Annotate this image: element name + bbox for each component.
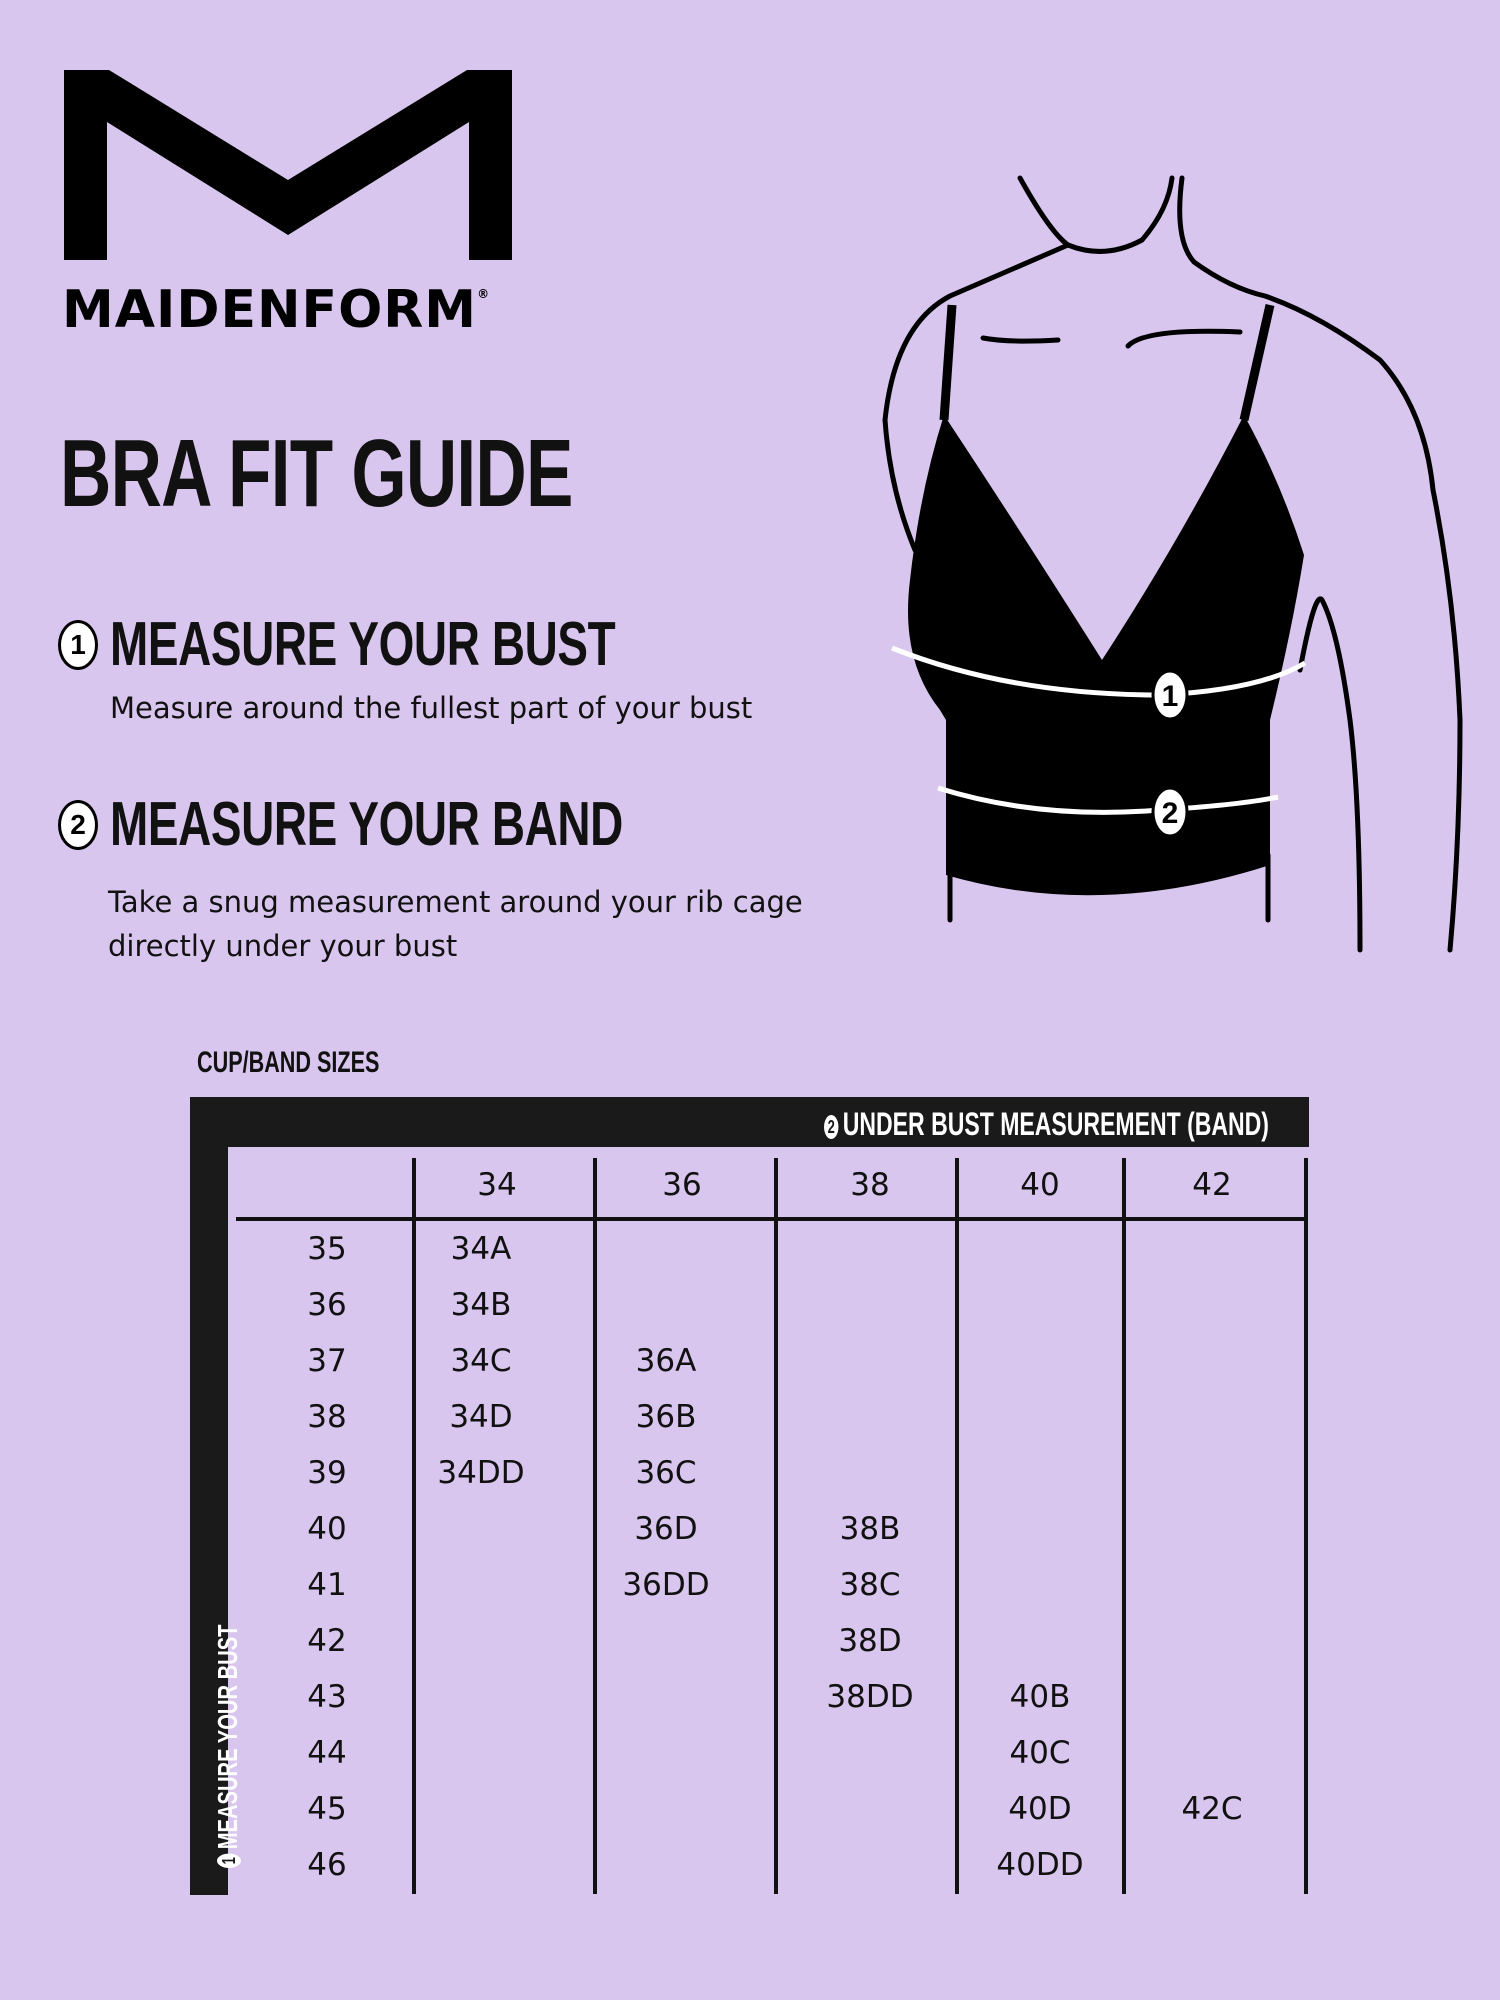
size-cell: 36A — [635, 1343, 697, 1379]
brand-name: MAIDENFORM® — [62, 280, 491, 340]
row-label: 42 — [307, 1623, 347, 1659]
size-cell: 34D — [449, 1399, 513, 1435]
column-header: 34 — [477, 1167, 517, 1203]
size-cell: 36DD — [622, 1567, 710, 1603]
band-header-number: 2 — [824, 1115, 838, 1139]
band-header-label: 2 UNDER BUST MEASUREMENT (BAND) — [824, 1106, 1269, 1143]
step-2-heading: MEASURE YOUR BAND — [110, 790, 623, 859]
row-label: 44 — [307, 1735, 347, 1771]
column-header: 42 — [1192, 1167, 1232, 1203]
size-cell: 42C — [1181, 1791, 1243, 1827]
row-label: 41 — [307, 1567, 347, 1603]
step-1-badge: 1 — [58, 620, 98, 670]
size-cell: 34A — [450, 1231, 512, 1267]
bust-header-number: 1 — [217, 1854, 241, 1868]
size-cell: 40B — [1009, 1679, 1071, 1715]
size-cell: 40C — [1009, 1735, 1071, 1771]
size-cell: 36D — [634, 1511, 698, 1547]
step-2-badge: 2 — [58, 800, 98, 850]
step-2-text-line-1: Take a snug measurement around your rib cage — [108, 885, 803, 919]
row-label: 46 — [307, 1847, 347, 1883]
size-cell: 34C — [450, 1343, 512, 1379]
column-header: 36 — [662, 1167, 702, 1203]
size-cell: 36B — [635, 1399, 697, 1435]
column-header: 38 — [850, 1167, 890, 1203]
size-cell: 38DD — [826, 1679, 914, 1715]
size-cell: 38D — [838, 1623, 902, 1659]
row-label: 36 — [307, 1287, 347, 1323]
step-1-text: Measure around the fullest part of your bust — [110, 691, 753, 725]
row-label: 37 — [307, 1343, 347, 1379]
size-cell: 34B — [450, 1287, 512, 1323]
step-1-heading: MEASURE YOUR BUST — [110, 610, 616, 679]
marker-1-label: 1 — [1161, 680, 1179, 713]
bust-header-label: 1MEASURE YOUR BUST — [212, 1625, 244, 1868]
column-header: 40 — [1020, 1167, 1060, 1203]
size-cell: 40DD — [996, 1847, 1084, 1883]
row-label: 40 — [307, 1511, 347, 1547]
marker-2-label: 2 — [1161, 797, 1179, 830]
row-label: 35 — [307, 1231, 347, 1267]
row-label: 39 — [307, 1455, 347, 1491]
row-label: 38 — [307, 1399, 347, 1435]
page-title: BRA FIT GUIDE — [60, 420, 573, 527]
size-cell: 34DD — [437, 1455, 525, 1491]
size-cell: 38B — [839, 1511, 901, 1547]
row-label: 43 — [307, 1679, 347, 1715]
size-cell: 36C — [635, 1455, 697, 1491]
size-cell: 40D — [1008, 1791, 1072, 1827]
size-cell: 38C — [839, 1567, 901, 1603]
row-label: 45 — [307, 1791, 347, 1827]
step-2-text-line-2: directly under your bust — [108, 929, 458, 963]
chart-caption: CUP/BAND SIZES — [197, 1046, 380, 1079]
